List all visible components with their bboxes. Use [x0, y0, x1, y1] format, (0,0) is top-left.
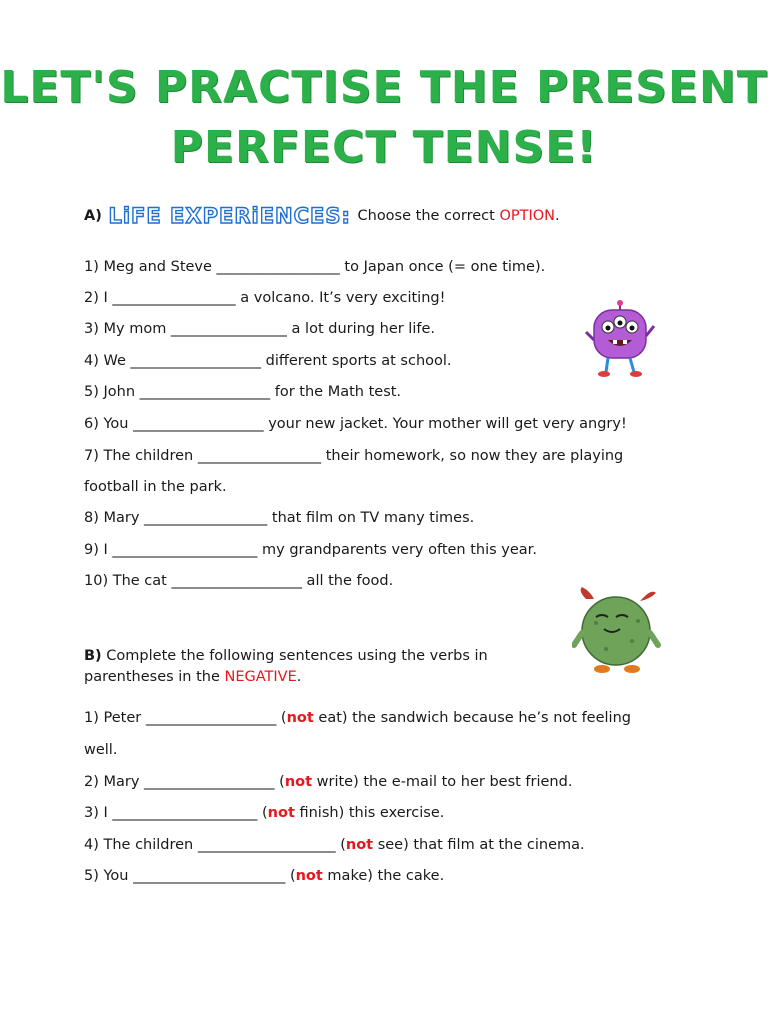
life-experiences-heading: LiFE EXPERiENCES:	[108, 204, 351, 228]
exercise-a-item: 10) The cat __________________ all the food.	[84, 573, 394, 589]
exercise-a-item: 5) John __________________ for the Math test.	[84, 384, 402, 400]
exercise-b-item: 1) Peter __________________ (not eat) the sandwich because he’s not feeling	[84, 710, 631, 726]
negative-highlight: NEGATIVE	[224, 669, 297, 685]
exercise-b-item: 3) I ____________________ (not finish) this exercise.	[84, 805, 445, 821]
exercise-a-item: 6) You __________________ your new jacket. Your mother will get very angry!	[84, 416, 627, 432]
exercise-a-item: 7) The children _________________ their homework, so now they are playing	[84, 448, 624, 464]
section-a-instruction-end: .	[555, 208, 560, 224]
exercise-a-item: 9) I ____________________ my grandparents very often this year.	[84, 542, 537, 558]
green-monster-illustration	[572, 585, 662, 677]
option-highlight: OPTION	[499, 208, 555, 224]
section-a-label: A)	[84, 208, 102, 224]
section-a-heading	[84, 206, 560, 226]
worksheet-title-line-1: LET'S PRACTISE THE PRESENT	[0, 62, 768, 113]
exercise-a-item: 8) Mary _________________ that film on TV many times.	[84, 510, 475, 526]
section-a-instruction: Choose the correct	[357, 208, 495, 224]
exercise-b-item: 4) The children ___________________ (not see) that film at the cinema.	[84, 837, 585, 853]
exercise-b-item: 2) Mary __________________ (not write) the e-mail to her best friend.	[84, 774, 573, 790]
exercise-a-item: 1) Meg and Steve _________________ to Japan once (= one time).	[84, 259, 546, 275]
exercise-b-item: 5) You _____________________ (not make) the cake.	[84, 868, 445, 884]
section-b-heading	[84, 646, 488, 666]
exercise-a-item: 3) My mom ________________ a lot during her life.	[84, 321, 435, 337]
section-b-instruction-line1: Complete the following sentences using the verbs in	[106, 648, 488, 664]
purple-monster-illustration	[580, 300, 660, 380]
exercise-a-item: 2) I _________________ a volcano. It’s very exciting!	[84, 290, 446, 306]
section-b-instruction-line2: parentheses in the NEGATIVE.	[84, 669, 302, 685]
worksheet-title-line-2: PERFECT TENSE!	[170, 122, 598, 173]
exercise-a-item-continued: football in the park.	[84, 479, 227, 495]
section-b-label: B)	[84, 648, 102, 664]
exercise-a-item: 4) We __________________ different sports at school.	[84, 353, 452, 369]
exercise-b-item-continued: well.	[84, 742, 118, 758]
